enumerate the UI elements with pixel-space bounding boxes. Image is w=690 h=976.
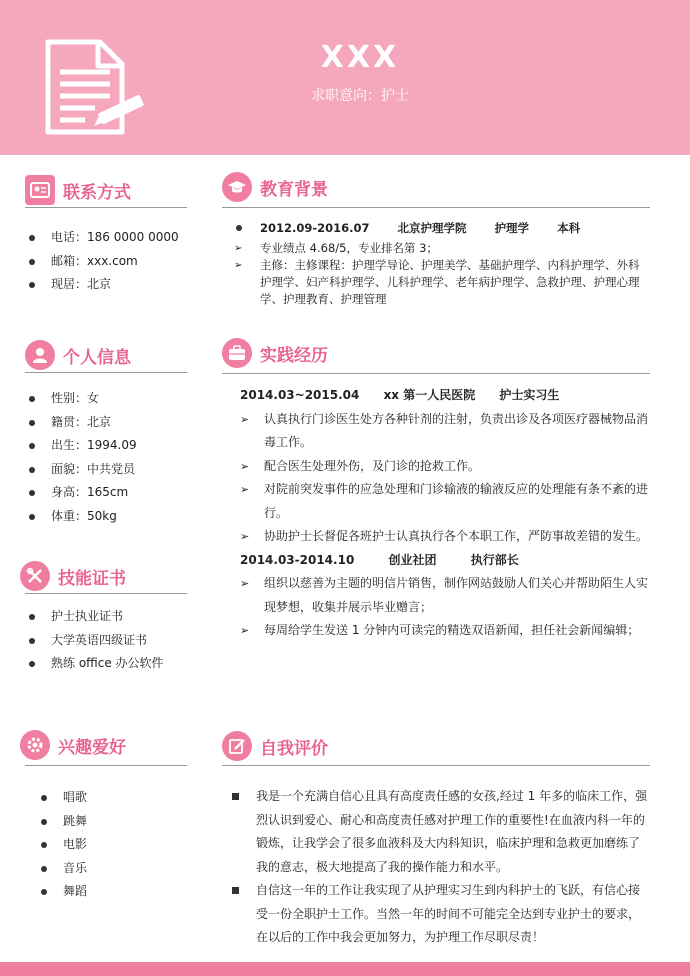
arrow-bullet-icon: ➢: [240, 483, 250, 496]
job2-duty: ➢ 每周给学生发送 1 分钟内可读完的精选双语新闻，担任社会新闻编辑；: [240, 619, 650, 643]
personal-birth: 出生：1994.09: [25, 434, 137, 458]
personal-list: [25, 387, 137, 528]
contact-card-icon: [25, 175, 55, 205]
divider: [25, 765, 187, 766]
skill-item: 护士执业证书: [25, 605, 164, 629]
divider: [222, 765, 650, 766]
job2-duty: ➢ 组织以慈善为主题的明信片销售，制作网站鼓励人们关心并帮助陌生人实现梦想，收集并展示毕业赠言；: [240, 572, 650, 619]
self-eval-paragraph: 我是一个充满自信心且具有高度责任感的女孩,经过 1 年多的临床工作，强烈认识到爱心、耐心和高度责任感对护理工作的重要性!在血液内科一年的锻炼，让我学会了很多血液科及大内科知识，临床护理和急救更加磨练了我的意志，极大地提高了我的操作能力和水平。: [230, 785, 650, 879]
document-pen-icon: [40, 28, 150, 138]
section-practice: [222, 338, 328, 368]
job2-heading: 2014.03-2014.10 创业社团 执行部长: [240, 552, 519, 567]
personal-weight: 体重：50kg: [25, 505, 137, 529]
section-skills: [20, 561, 126, 591]
arrow-bullet-icon: ➢: [240, 624, 250, 637]
practice-block: [240, 384, 650, 643]
job-intent: 求职意向：护士: [311, 88, 409, 104]
hobby-item: 舞蹈: [37, 880, 87, 904]
arrow-bullet-icon: ➢: [240, 577, 250, 590]
hobby-item: 跳舞: [37, 810, 87, 834]
section-personal: [25, 340, 131, 370]
section-practice-title: 实践经历: [260, 345, 328, 366]
hobby-item: 电影: [37, 833, 87, 857]
arrow-bullet-icon: ➢: [234, 243, 243, 254]
divider: [222, 373, 650, 374]
gear-icon: [20, 730, 50, 760]
arrow-bullet-icon: ➢: [234, 260, 243, 271]
section-contact: [25, 175, 131, 205]
graduation-cap-icon: [222, 172, 252, 202]
section-self-eval: [222, 731, 328, 761]
job1-duty: ➢ 协助护士长督促各班护士认真执行各个本职工作，严防事故差错的发生。: [240, 525, 650, 549]
hobby-item: 唱歌: [37, 786, 87, 810]
personal-political: 面貌：中共党员: [25, 458, 137, 482]
skill-item: 大学英语四级证书: [25, 629, 164, 653]
arrow-bullet-icon: ➢: [240, 412, 250, 426]
education-courses: ➢ 主修：主修课程：护理学导论、护理美学、基础护理学、内科护理学、外科护理学、妇产科护理学、儿科护理学、老年病护理学、急救护理、护理心理学、护理教育、护理管理: [234, 258, 640, 306]
self-eval-block: [230, 785, 650, 950]
education-school: 北京护理学院: [397, 221, 467, 235]
education-heading: [230, 220, 650, 240]
job1-duty: ➢ 对院前突发事件的应急处理和门诊输液的输液反应的处理能有条不紊的进行。: [240, 478, 650, 525]
education-major: 护理学: [494, 221, 530, 235]
candidate-name: XXX: [320, 40, 400, 75]
job1-heading: 2014.03~2015.04 xx 第一人民医院 护士实习生: [240, 388, 560, 402]
personal-gender: 性别：女: [25, 387, 137, 411]
tools-icon: [20, 561, 50, 591]
section-hobbies: [20, 730, 126, 760]
job1-duty: ➢ 认真执行门诊医生处方各种针剂的注射，负责出诊及各项医疗器械物品消毒工作。: [240, 408, 650, 455]
personal-height: 身高：165cm: [25, 481, 137, 505]
square-bullet-icon: [232, 793, 239, 800]
hobby-item: 音乐: [37, 857, 87, 881]
briefcase-icon: [222, 338, 252, 368]
contact-phone: 电话：186 0000 0000: [25, 226, 179, 250]
section-contact-title: 联系方式: [63, 182, 131, 203]
personal-origin: 籍贯：北京: [25, 411, 137, 435]
education-block: [230, 220, 650, 308]
arrow-bullet-icon: ➢: [240, 459, 250, 473]
person-icon: [25, 340, 55, 370]
education-gpa: ➢ 专业绩点 4.68/5，专业排名第 3；: [234, 241, 438, 255]
divider: [25, 207, 187, 208]
skills-list: [25, 605, 164, 676]
section-self-eval-title: 自我评价: [260, 738, 328, 759]
skill-item: 熟练 office 办公软件: [25, 652, 164, 676]
hobbies-list: [37, 786, 87, 904]
section-hobbies-title: 兴趣爱好: [58, 737, 126, 758]
contact-list: [25, 226, 179, 297]
contact-location: 现居：北京: [25, 273, 179, 297]
divider: [222, 207, 650, 208]
edit-pencil-icon: [222, 731, 252, 761]
section-education: [222, 172, 328, 202]
education-period: 2012.09-2016.07: [260, 221, 370, 235]
divider: [25, 593, 187, 594]
header-banner: [0, 0, 690, 155]
contact-email: 邮箱：xxx.com: [25, 250, 179, 274]
arrow-bullet-icon: ➢: [240, 530, 250, 543]
section-education-title: 教育背景: [260, 179, 328, 200]
square-bullet-icon: [232, 887, 239, 894]
education-degree: 本科: [557, 221, 581, 235]
job1-duty: ➢ 配合医生处理外伤，及门诊的抢救工作。: [240, 455, 650, 479]
footer-bar: [0, 962, 690, 976]
section-personal-title: 个人信息: [63, 347, 131, 368]
self-eval-paragraph: 自信这一年的工作让我实现了从护理实习生到内科护士的飞跃，有信心接受一份全职护士工作。当然一年的时间不可能完全达到专业护士的要求，在以后的工作中我会更加努力，为护理工作尽职尽责！: [230, 879, 650, 950]
divider: [25, 372, 187, 373]
section-skills-title: 技能证书: [58, 568, 126, 589]
